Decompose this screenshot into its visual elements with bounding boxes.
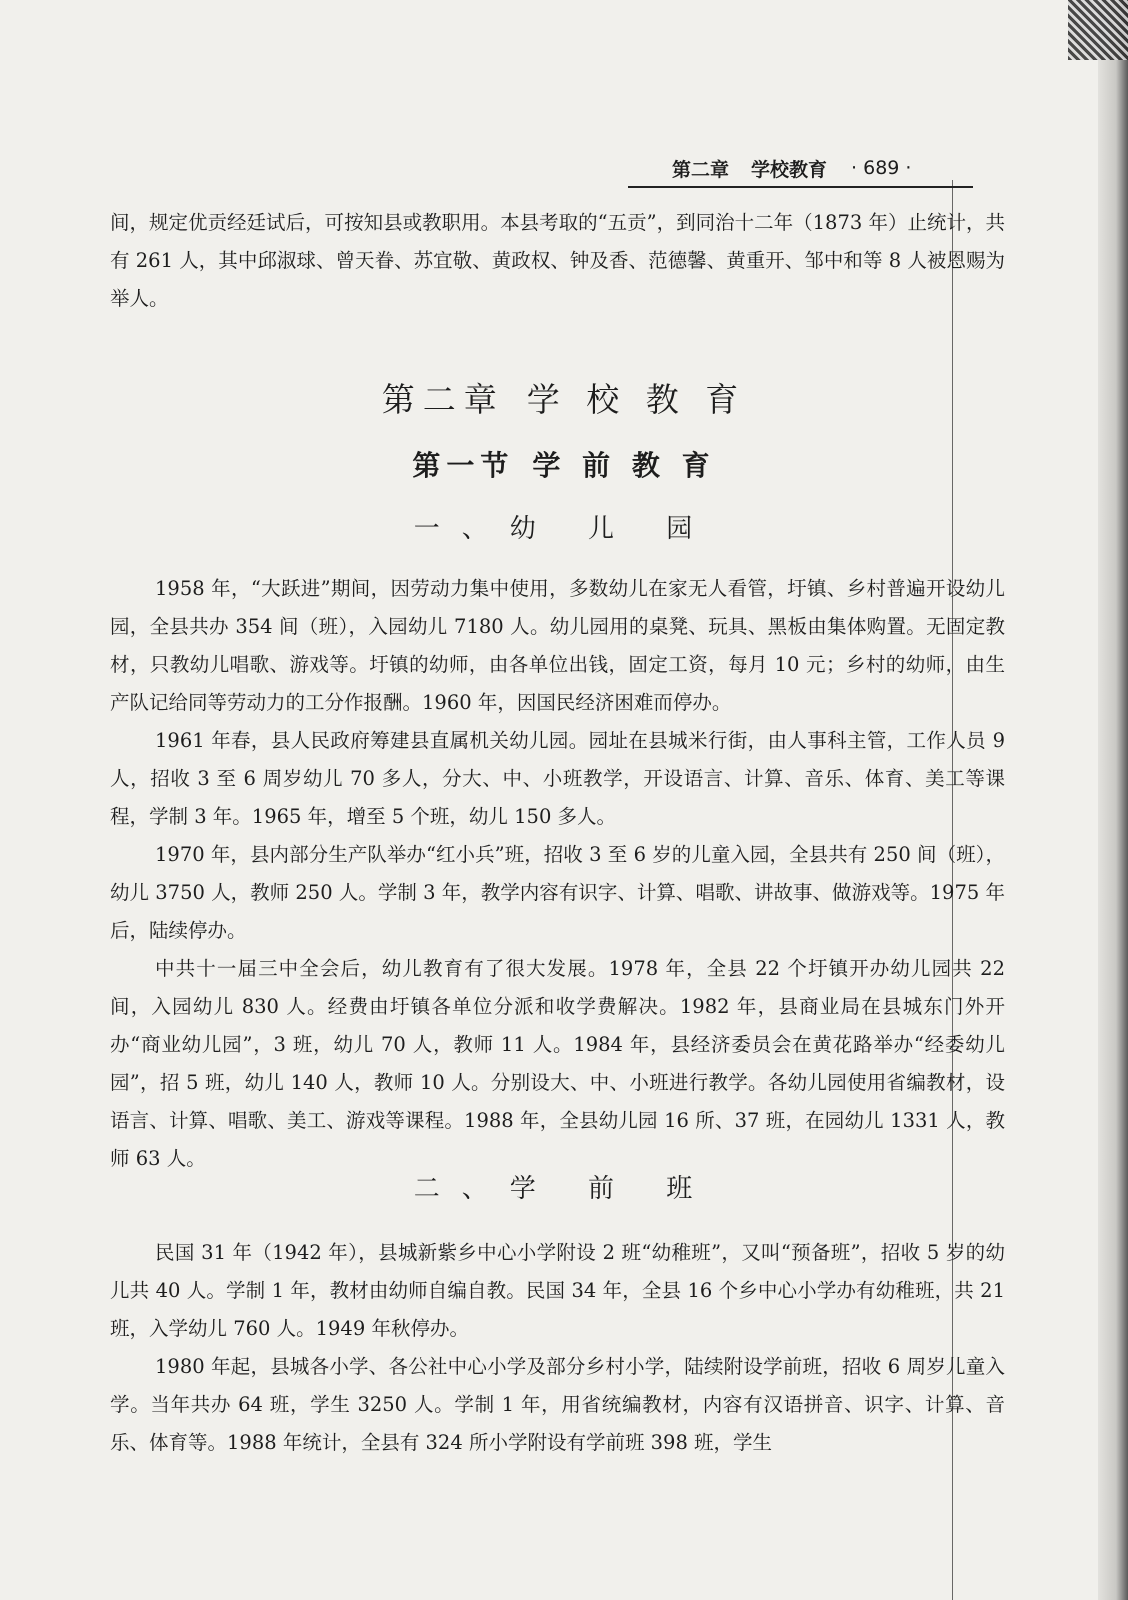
section-label: 第一节 bbox=[412, 449, 515, 482]
paragraph: 1961 年春，县人民政府筹建县直属机关幼儿园。园址在县城米行街，由人事科主管，工作人员 9 人，招收 3 至 6 周岁幼儿 70 多人，分大、中、小班教学，开设语言、计算、音乐、体育、美工等课程，学制 3 年。1965 年，增至 5 个班，幼儿 150 多人。 bbox=[110, 729, 1005, 828]
section-heading bbox=[0, 444, 1128, 484]
header-chapter: 第二章 bbox=[672, 158, 730, 181]
chapter-heading bbox=[0, 374, 1128, 421]
subsection-2-heading: 二、学 前 班 bbox=[413, 1174, 715, 1204]
chapter-title-text: 学 校 教 育 bbox=[526, 380, 747, 419]
running-header bbox=[628, 150, 973, 188]
paragraph: 中共十一届三中全会后，幼儿教育有了很大发展。1978 年，全县 22 个圩镇开办幼儿园共 22 间，入园幼儿 830 人。经费由圩镇各单位分派和收学费解决。1982 年，县商业局在县城东门外开办“商业幼儿园”，3 班，幼儿 70 人，教师 11 人。1984 年，县经济委员会在黄花路举办“经委幼儿园”，招 5 班，幼儿 140 人，教师 10 人。分别设大、中、小班进行教学。各幼儿园使用省编教材，设语言、计算、唱歌、美工、游戏等课程。1988 年，全县幼儿园 16 所、37 班，在园幼儿 1331 人，教师 63 人。 bbox=[110, 957, 1005, 1170]
intro-text bbox=[110, 204, 1005, 318]
paragraph: 民国 31 年（1942 年），县城新紫乡中心小学附设 2 班“幼稚班”，又叫“预备班”，招收 5 岁的幼儿共 40 人。学制 1 年，教材由幼师自编自教。民国 34 年，全县 16 个乡中心小学办有幼稚班，共 21 班，入学幼儿 760 人。1949 年秋停办。 bbox=[110, 1241, 1005, 1340]
paragraph: 1980 年起，县城各小学、各公社中心小学及部分乡村小学，陆续附设学前班，招收 6 周岁儿童入学。当年共办 64 班，学生 3250 人。学制 1 年，用省统编教材，内容有汉语拼音、识字、计算、音乐、体育等。1988 年统计，全县有 324 所小学附设有学前班 398 班，学生 bbox=[110, 1355, 1005, 1454]
paragraph: 1958 年，“大跃进”期间，因劳动力集中使用，多数幼儿在家无人看管，圩镇、乡村普遍开设幼儿园，全县共办 354 间（班），入园幼儿 7180 人。幼儿园用的桌凳、玩具、黑板由集体购置。无固定教材，只教幼儿唱歌、游戏等。圩镇的幼师，由各单位出钱，固定工资，每月 10 元；乡村的幼师，由生产队记给同等劳动力的工分作报酬。1960 年，因国民经济困难而停办。 bbox=[110, 577, 1005, 714]
binding-edge bbox=[1098, 0, 1128, 1600]
page-number: · 689 · bbox=[851, 157, 912, 179]
paragraph: 1970 年，县内部分生产队举办“红小兵”班，招收 3 至 6 岁的儿童入园，全县共有 250 间（班），幼儿 3750 人，教师 250 人。学制 3 年，教学内容有识字、计算、唱歌、讲故事、做游戏等。1975 年后，陆续停办。 bbox=[110, 843, 1005, 942]
section-title-text: 学 前 教 育 bbox=[532, 449, 716, 482]
scan-corner-artifact bbox=[1068, 0, 1128, 60]
subsection-1-body bbox=[110, 570, 1005, 1178]
subsection-2-body bbox=[110, 1234, 1005, 1462]
header-title: 学校教育 bbox=[751, 158, 828, 181]
chapter-label: 第二章 bbox=[381, 380, 505, 419]
subsection-1-heading: 一、幼 儿 园 bbox=[413, 514, 715, 544]
intro-paragraph: 间，规定优贡经廷试后，可按知县或教职用。本县考取的“五贡”，到同治十二年（1873 年）止统计，共有 261 人，其中邱淑球、曾天眷、苏宜敬、黄政权、钟及香、范德馨、黄重开、邹中和等 8 人被恩赐为举人。 bbox=[110, 211, 1005, 310]
